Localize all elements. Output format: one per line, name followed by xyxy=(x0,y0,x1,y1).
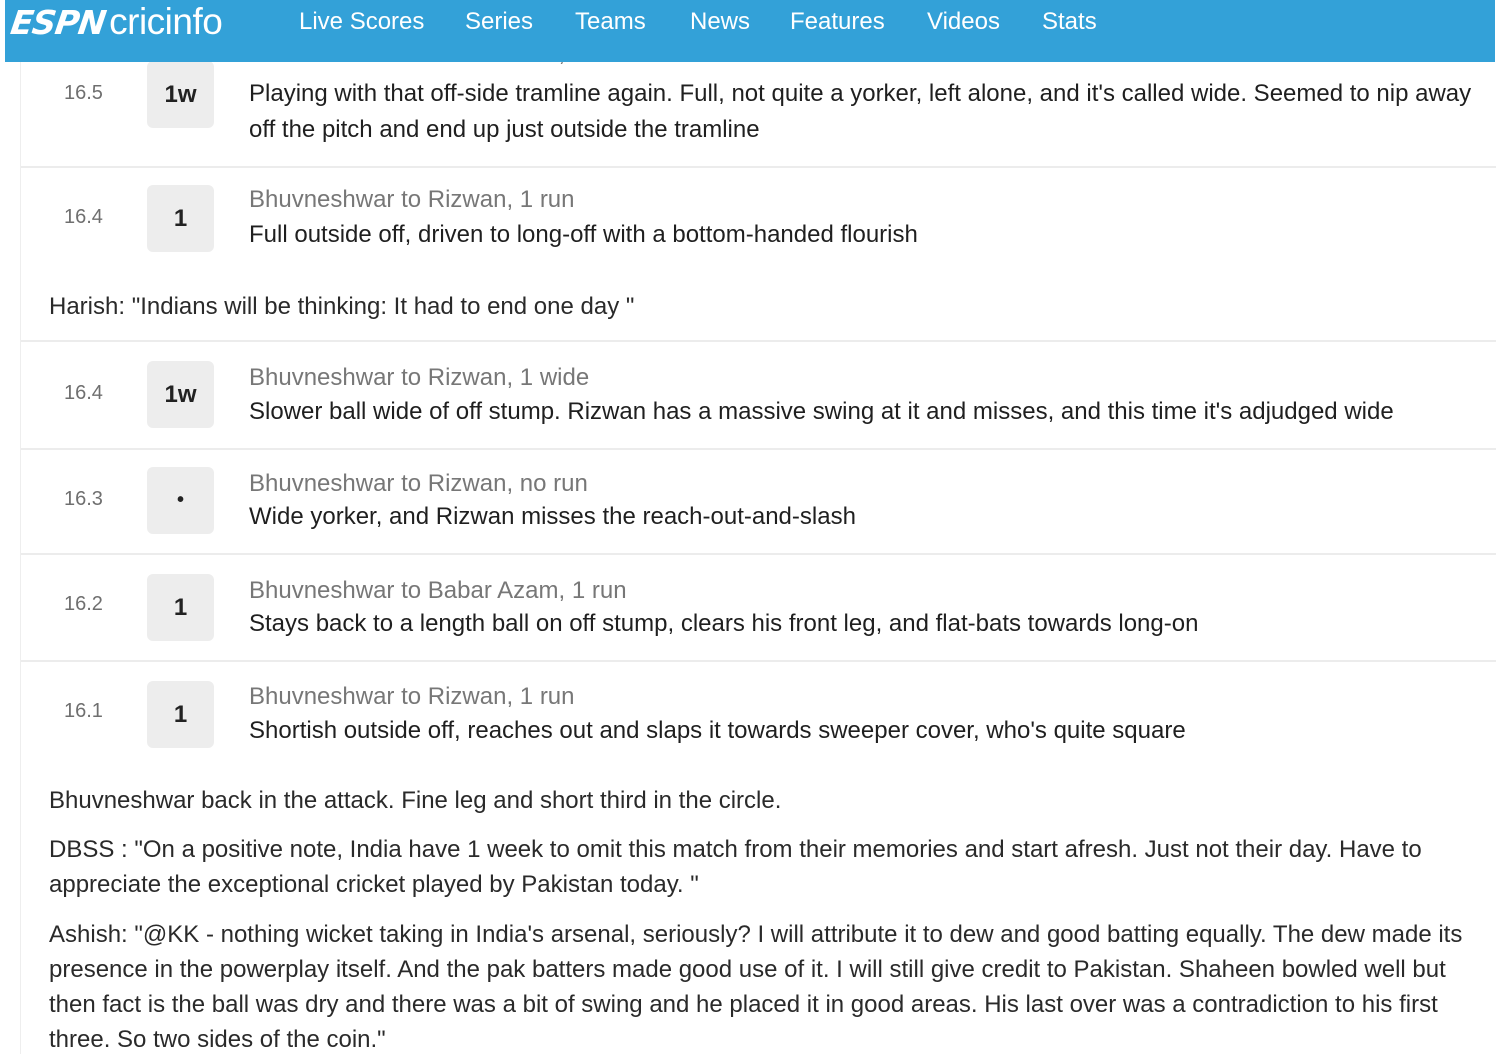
ball-result-badge: 1 xyxy=(147,185,214,252)
ball-headline: Bhuvneshwar to Rizwan, 1 run xyxy=(249,186,575,213)
ball-row xyxy=(21,340,1496,450)
top-navbar xyxy=(5,0,1495,62)
over-number: 16.4 xyxy=(64,206,103,228)
ball-description: Playing with that off-side tramline again. Full, not quite a yorker, left alone, and it's called wide. Seemed to nip away off the pitch and end up just outside the tramline xyxy=(249,80,1472,143)
over-number: 16.4 xyxy=(64,382,103,404)
ball-result-badge: 1w xyxy=(147,361,214,428)
commentary-note: DBSS : "On a positive note, India have 1 week to omit this match from their memories and start afresh. Just not their day. Have to appreciate the exceptional cricket played by Pakistan today. " xyxy=(49,836,1422,898)
ball-description: Shortish outside off, reaches out and slaps it towards sweeper cover, who's quite square xyxy=(249,717,1186,744)
nav-news[interactable]: News xyxy=(690,8,751,35)
ball-result-badge: 1 xyxy=(147,574,214,641)
ball-description: Wide yorker, and Rizwan misses the reach-out-and-slash xyxy=(249,503,856,530)
ball-headline: Bhuvneshwar to Babar Azam, 1 run xyxy=(249,577,627,604)
ball-headline: Bhuvneshwar to Rizwan, no run xyxy=(249,470,588,497)
nav-live-scores[interactable]: Live Scores xyxy=(299,8,425,35)
cricinfo-logo-text: cricinfo xyxy=(109,1,223,42)
ball-description: Stays back to a length ball on off stump, clears his front leg, and flat-bats towards long-on xyxy=(249,610,1199,637)
commentary-note: Bhuvneshwar back in the attack. Fine leg and short third in the circle. xyxy=(49,787,782,814)
espn-logo-text: ESPN xyxy=(8,2,108,42)
nav-videos[interactable]: Videos xyxy=(927,8,1000,35)
nav-links xyxy=(5,0,1495,48)
ball-headline: Bhuvneshwar to Rizwan, 1 run xyxy=(249,683,575,710)
ball-description: Full outside off, driven to long-off with a bottom-handed flourish xyxy=(249,221,918,248)
nav-teams[interactable]: Teams xyxy=(575,8,646,35)
commentary-note: Ashish: "@KK - nothing wicket taking in India's arsenal, seriously? I will attribute it to dew and good batting equally. The dew made its presence in the powerplay itself. And the pak batters made good use of it. I will still give credit to Pakistan. Shaheen bowled well but then fact is the ball was dry and there was a bit of swing and he placed it in good areas. His last over was a contradiction to his first three. So two sides of the coin." xyxy=(49,921,1463,1053)
ball-description: Slower ball wide of off stump. Rizwan has a massive swing at it and misses, and this time it's adjudged wide xyxy=(249,398,1394,425)
ball-result-badge: 1 xyxy=(147,681,214,748)
nav-features[interactable]: Features xyxy=(790,8,885,35)
over-number: 16.1 xyxy=(64,700,103,722)
ball-result-badge: • xyxy=(147,467,214,534)
commentary-feed xyxy=(20,0,1496,1054)
over-number: 16.5 xyxy=(64,82,103,104)
ball-result-badge: 1w xyxy=(147,61,214,128)
over-number: 16.3 xyxy=(64,488,103,510)
ball-row xyxy=(21,166,1496,272)
ball-row xyxy=(21,448,1496,555)
commentary-note: Harish: "Indians will be thinking: It had to end one day " xyxy=(49,293,635,320)
ball-row xyxy=(21,662,1496,767)
ball-row xyxy=(21,555,1496,662)
nav-stats[interactable]: Stats xyxy=(1042,8,1097,35)
over-number: 16.2 xyxy=(64,593,103,615)
ball-headline: Bhuvneshwar to Rizwan, 1 wide xyxy=(249,364,590,391)
nav-series[interactable]: Series xyxy=(465,8,534,35)
